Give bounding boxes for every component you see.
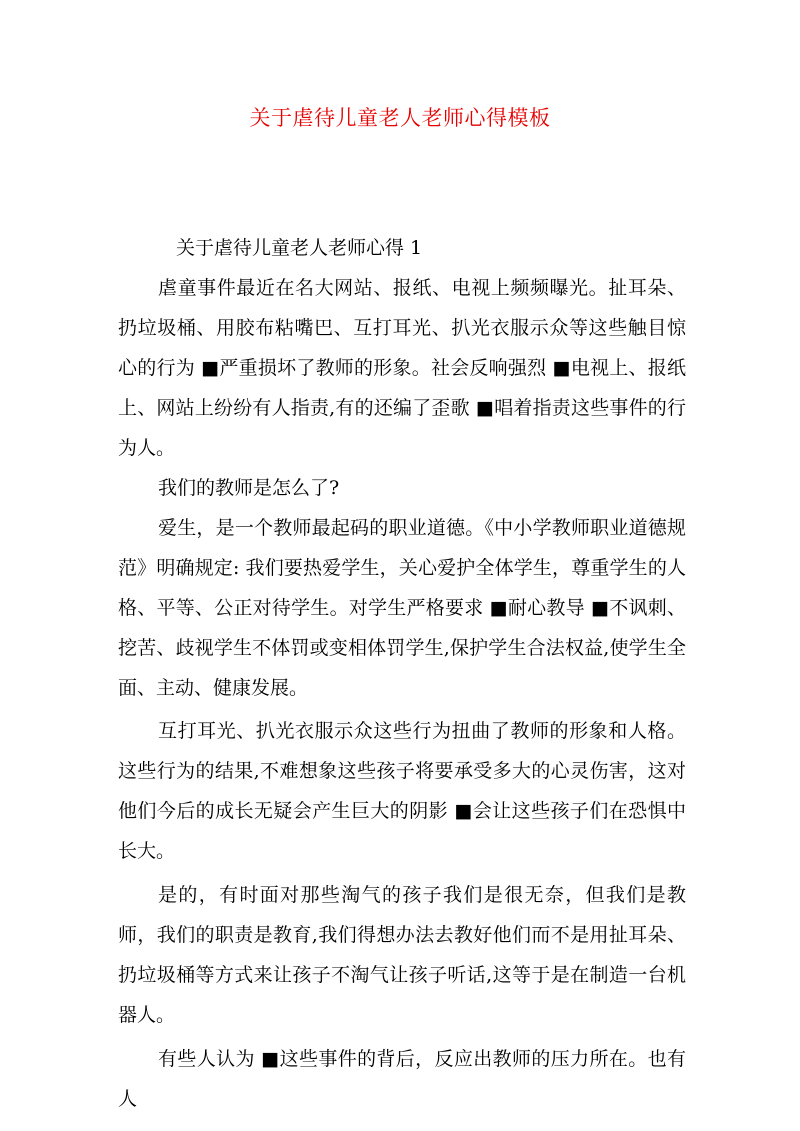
paragraph-4: 互打耳光、扒光衣服示众这些行为扭曲了教师的形象和人格。这些行为的结果,不难想象这些孩子将要承受多大的心灵伤害，这对他们今后的成长无疑会产生巨大的阴影 ■会让这些孩子们在恐惧中长大。 [118,720,686,862]
paragraph-5: 是的，有时面对那些淘气的孩子我们是很无奈，但我们是教师，我们的职责是教育,我们得想办法去教好他们而不是用扯耳朵、扔垃圾桶等方式来让孩子不淘气让孩子听话,这等于是在制造一台机器人。 [118,884,686,1026]
paragraph-6: 有些人认为 ■这些事件的背后，反应出教师的压力所在。也有人 [118,1048,686,1110]
paragraph-3: 爱生，是一个教师最起码的职业道德。《中小学教师职业道德规范》明确规定: 我们要热爱学生，关心爱护全体学生，尊重学生的人格、平等、公正对待学生。对学生严格要求 ■耐心教导 ■不讽刺、挖苦、歧视学生不体罚或变相体罚学生,保护学生合法权益,使学生全面、主动、健康发展。 [118,517,686,699]
paragraph-1: 虐童事件最近在名大网站、报纸、电视上频频曝光。扯耳朵、扔垃圾桶、用胶布粘嘴巴、互打耳光、扒光衣服示众等这些触目惊心的行为 ■严重损坏了教师的形象。社会反响强烈 ■电视上、报纸上、网站上纷纷有人指责,有的还编了歪歌 ■唱着指责这些事件的行为人。 [118,277,686,459]
document-body [118,228,686,1119]
paragraph-2: 我们的教师是怎么了? [158,477,340,499]
document-title: 关于虐待儿童老人老师心得模板 [249,106,551,130]
section-heading: 关于虐待儿童老人老师心得 1 [176,237,423,259]
